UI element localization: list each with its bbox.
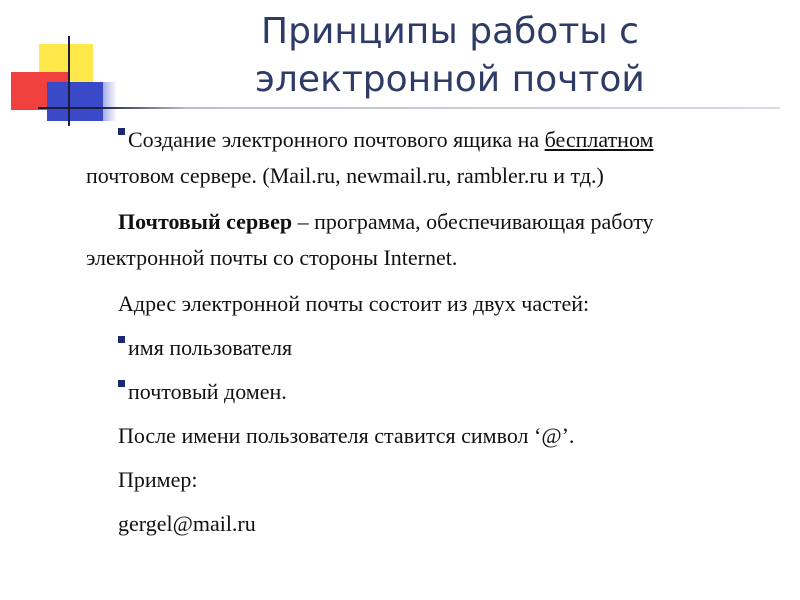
list-item — [86, 330, 776, 366]
slide-title — [180, 8, 720, 104]
title-underline — [38, 107, 780, 109]
paragraph-server-line2: электронной почты со стороны Internet. — [86, 245, 458, 270]
paragraph-address: Адрес электронной почты состоит из двух частей: — [118, 291, 590, 316]
list-item-domain: почтовый домен. — [128, 379, 287, 404]
paragraph-example-label: Пример: — [118, 467, 198, 492]
paragraph-mailbox-line2: почтовом сервере. (Mail.ru, newmail.ru, rambler.ru и тд.) — [86, 163, 604, 188]
title-line-1: Принципы работы с — [261, 11, 639, 52]
example-email-address: gergel@mail.ru — [118, 511, 256, 536]
slide-body — [86, 122, 776, 550]
paragraph-at-symbol: После имени пользователя ставится символ ‘@’. — [118, 423, 575, 448]
title-line-2: электронной почтой — [255, 59, 645, 100]
list-item — [86, 374, 776, 410]
corner-blue-square — [47, 82, 103, 121]
bullet-square-icon — [118, 336, 125, 343]
bullet-square-icon — [118, 128, 125, 135]
list-item-username: имя пользователя — [128, 335, 293, 360]
underlined-word: бесплатном — [544, 127, 654, 152]
corner-vertical-line — [68, 36, 70, 126]
server-definition: – программа, обеспечивающая работу — [292, 209, 654, 234]
bullet-square-icon — [118, 380, 125, 387]
corner-blue-shadow — [103, 82, 117, 121]
paragraph-mailbox — [86, 122, 776, 194]
paragraph-mailbox-text: Создание электронного почтового ящика на — [128, 127, 545, 152]
server-term: Почтовый сервер — [118, 209, 293, 234]
paragraph-server — [86, 204, 776, 276]
